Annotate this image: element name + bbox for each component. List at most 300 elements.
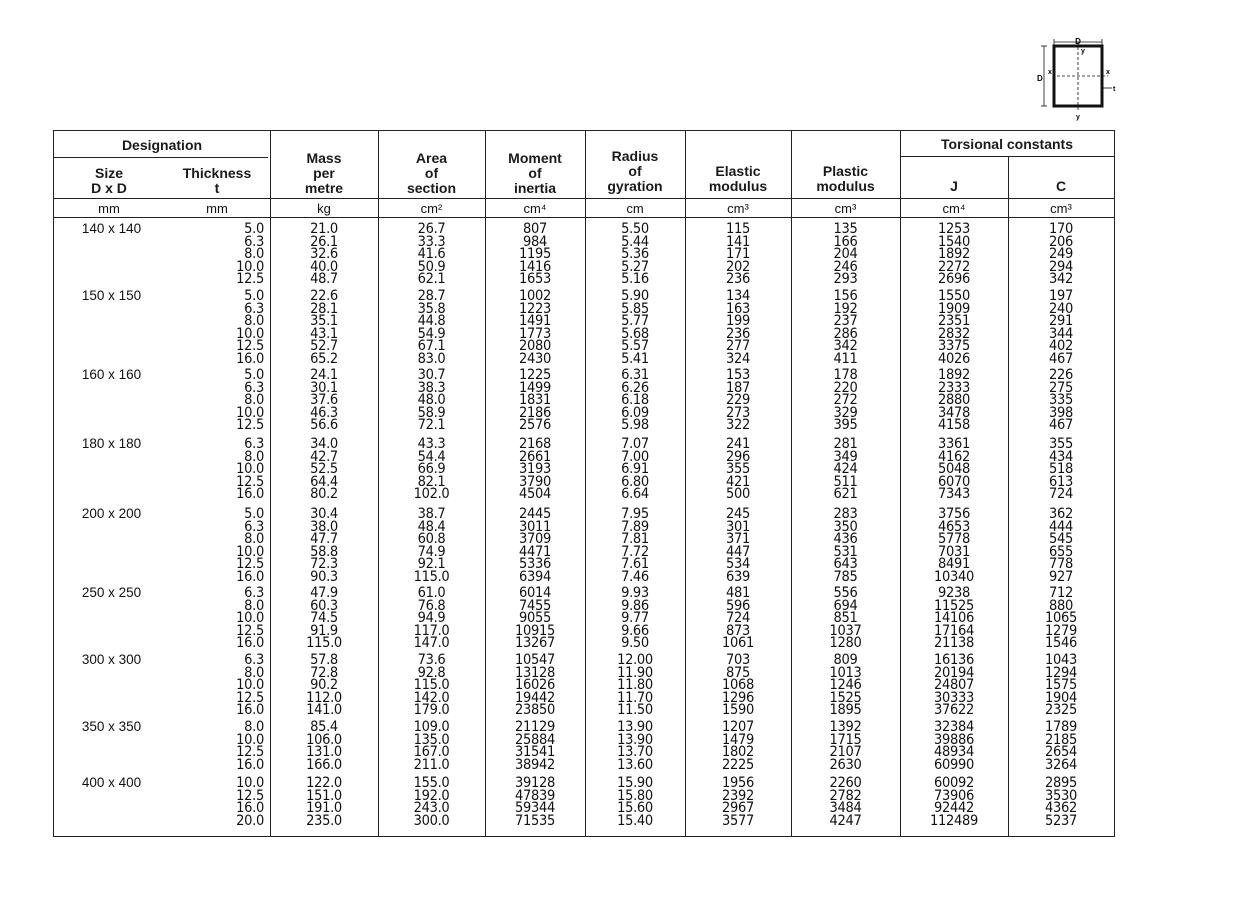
plastic-value: 1246	[829, 677, 862, 694]
moment-value: 47839	[515, 787, 555, 804]
thickness-value: 16.0	[236, 800, 264, 817]
radius-value: 7.95	[621, 506, 649, 522]
thickness-value: 12.5	[236, 744, 264, 761]
elastic-value: 236	[726, 325, 750, 342]
elastic-value: 534	[726, 556, 750, 573]
c-cell-group	[1008, 654, 1114, 717]
thickness-value: 16.0	[236, 702, 264, 719]
radius-value: 6.31	[621, 367, 649, 383]
c-value: 249	[1049, 246, 1073, 263]
area-value: 76.8	[417, 597, 446, 614]
moment-value: 3193	[519, 461, 551, 478]
j-value: 9238	[938, 585, 970, 601]
area-value: 54.4	[417, 448, 446, 465]
c-value: 240	[1049, 300, 1073, 317]
c-value: 613	[1049, 473, 1073, 490]
header-mass-2: per	[313, 165, 335, 181]
j-cell-group	[900, 223, 1008, 286]
c-value: 2895	[1045, 775, 1077, 791]
thickness-value: 6.3	[244, 652, 264, 668]
j-value: 24807	[934, 677, 974, 694]
elastic-value: 1068	[722, 677, 754, 694]
mass-cell-group	[270, 587, 378, 650]
mass-value: 85.4	[310, 719, 338, 735]
unit-plastic: cm³	[834, 201, 857, 216]
moment-value: 1223	[519, 300, 551, 317]
header-plastic-2: modulus	[816, 178, 875, 194]
thickness-cell-group	[204, 721, 264, 771]
header-size-sub: D x D	[91, 180, 127, 196]
moment-value: 38942	[515, 756, 555, 773]
radius-value: 13.60	[617, 756, 653, 773]
area-value: 92.8	[417, 664, 446, 681]
size-label: 140 x 140	[81, 221, 142, 236]
moment-cell-group	[485, 587, 585, 650]
plastic-value: 621	[833, 486, 858, 503]
moment-value: 1002	[519, 288, 551, 304]
c-value: 2654	[1045, 744, 1077, 761]
elastic-value: 1590	[722, 702, 754, 719]
moment-value: 9055	[519, 610, 551, 627]
elastic-value: 134	[726, 288, 750, 304]
area-value: 82.1	[417, 473, 446, 490]
moment-value: 25884	[515, 731, 555, 748]
area-value: 115.0	[413, 677, 450, 694]
moment-value: 2080	[519, 338, 551, 355]
thickness-value: 5.0	[244, 288, 264, 304]
moment-value: 2576	[519, 417, 551, 434]
c-value: 342	[1049, 271, 1073, 288]
j-value: 112489	[930, 812, 978, 829]
j-cell-group	[900, 369, 1008, 432]
elastic-cell-group	[685, 438, 791, 501]
j-value: 3361	[938, 436, 970, 452]
thickness-value: 10.0	[236, 461, 264, 478]
thickness-value: 20.0	[236, 812, 264, 829]
area-value: 54.9	[417, 325, 446, 342]
c-cell-group	[1008, 290, 1114, 366]
c-value: 724	[1049, 486, 1073, 503]
elastic-value: 639	[726, 568, 750, 585]
area-value: 48.4	[417, 518, 446, 535]
c-value: 2325	[1045, 702, 1077, 719]
moment-value: 59344	[515, 800, 555, 817]
elastic-value: 236	[726, 271, 750, 288]
j-value: 39886	[934, 731, 974, 748]
mass-value: 122.0	[306, 775, 342, 791]
moment-value: 1225	[519, 367, 551, 383]
plastic-value: 178	[833, 367, 858, 383]
size-label: 200 x 200	[81, 506, 142, 521]
j-value: 3756	[938, 506, 970, 522]
plastic-value: 349	[833, 448, 858, 465]
mass-cell-group	[270, 290, 378, 366]
moment-value: 13267	[515, 635, 555, 652]
plastic-value: 785	[833, 568, 858, 585]
unit-c: cm³	[1050, 201, 1072, 216]
c-value: 778	[1049, 556, 1073, 573]
radius-cell-group	[585, 438, 685, 501]
thickness-value: 10.0	[236, 731, 264, 748]
thickness-value: 6.3	[244, 436, 264, 452]
plastic-value: 246	[833, 258, 858, 275]
section-properties-table	[53, 130, 1115, 837]
moment-value: 807	[523, 221, 547, 237]
mass-value: 141.0	[306, 702, 342, 719]
plastic-value: 329	[833, 404, 858, 421]
radius-value: 5.85	[621, 300, 649, 317]
thickness-value: 16.0	[236, 568, 264, 585]
thickness-value: 8.0	[244, 531, 264, 548]
plastic-value: 283	[833, 506, 858, 522]
area-value: 66.9	[417, 461, 446, 478]
j-cell-group	[900, 721, 1008, 771]
elastic-cell-group	[685, 721, 791, 771]
mass-value: 131.0	[306, 744, 342, 761]
c-value: 545	[1049, 531, 1073, 548]
c-value: 3264	[1045, 756, 1077, 773]
radius-cell-group	[585, 587, 685, 650]
c-value: 518	[1049, 461, 1073, 478]
mass-value: 72.8	[310, 664, 338, 681]
elastic-value: 447	[726, 543, 750, 560]
radius-value: 7.61	[621, 556, 649, 573]
plastic-value: 204	[833, 246, 858, 263]
unit-size: mm	[98, 201, 120, 216]
mass-value: 47.7	[310, 531, 338, 548]
moment-value: 1831	[519, 392, 551, 409]
moment-cell-group	[485, 369, 585, 432]
elastic-value: 322	[726, 417, 750, 434]
elastic-value: 296	[726, 448, 750, 465]
plastic-cell-group	[791, 587, 900, 650]
mass-value: 57.8	[310, 652, 338, 668]
mass-value: 30.1	[310, 379, 338, 396]
j-value: 2832	[938, 325, 970, 342]
plastic-value: 851	[833, 610, 858, 627]
radius-value: 9.86	[621, 597, 649, 614]
c-value: 226	[1049, 367, 1073, 383]
thickness-value: 16.0	[236, 635, 264, 652]
header-area-3: section	[406, 180, 456, 196]
elastic-cell-group	[685, 290, 791, 366]
c-value: 880	[1049, 597, 1073, 614]
j-value: 2333	[938, 379, 970, 396]
mass-cell-group	[270, 369, 378, 432]
elastic-value: 229	[726, 392, 750, 409]
thickness-cell-group	[204, 654, 264, 717]
thickness-value: 5.0	[244, 506, 264, 522]
c-value: 344	[1049, 325, 1073, 342]
header-thickness-sub: t	[214, 180, 220, 196]
radius-value: 11.50	[617, 702, 653, 719]
elastic-value: 171	[726, 246, 750, 263]
mass-value: 21.0	[310, 221, 338, 237]
plastic-value: 1715	[829, 731, 862, 748]
mass-cell-group	[270, 654, 378, 717]
mass-value: 235.0	[306, 812, 342, 829]
plastic-value: 2107	[829, 744, 862, 761]
thickness-value: 16.0	[236, 486, 264, 503]
mass-value: 58.8	[310, 543, 338, 560]
size-label: 300 x 300	[81, 652, 142, 667]
area-value: 179.0	[413, 702, 450, 719]
thickness-cell-group	[204, 369, 264, 432]
area-value: 135.0	[413, 731, 450, 748]
plastic-value: 4247	[829, 812, 862, 829]
elastic-value: 199	[726, 313, 750, 330]
plastic-cell-group	[791, 290, 900, 366]
c-value: 1065	[1045, 610, 1077, 627]
c-value: 1546	[1045, 635, 1077, 652]
j-value: 2880	[938, 392, 970, 409]
radius-value: 7.81	[621, 531, 649, 548]
radius-value: 5.44	[621, 233, 649, 250]
moment-value: 16026	[515, 677, 555, 694]
plastic-value: 694	[833, 597, 858, 614]
area-value: 300.0	[413, 812, 450, 829]
c-value: 197	[1049, 288, 1073, 304]
diagram-label-y-bottom: y	[1076, 114, 1080, 121]
radius-value: 13.90	[617, 731, 653, 748]
c-value: 355	[1049, 436, 1073, 452]
elastic-value: 141	[726, 233, 750, 250]
unit-j: cm⁴	[942, 201, 966, 216]
radius-value: 5.77	[621, 313, 649, 330]
moment-value: 2168	[519, 436, 551, 452]
c-value: 1043	[1045, 652, 1077, 668]
mass-value: 52.7	[310, 338, 338, 355]
plastic-cell-group	[791, 369, 900, 432]
area-value: 109.0	[413, 719, 450, 735]
radius-cell-group	[585, 654, 685, 717]
plastic-value: 272	[833, 392, 858, 409]
mass-value: 191.0	[306, 800, 342, 817]
thickness-cell-group	[204, 223, 264, 286]
radius-value: 11.70	[617, 689, 653, 706]
moment-value: 4471	[519, 543, 551, 560]
header-radius-3: gyration	[607, 178, 663, 194]
thickness-value: 12.5	[236, 338, 264, 355]
diagram-label-y-top: y	[1081, 48, 1085, 55]
plastic-value: 1895	[829, 702, 862, 719]
diagram-label-x-right: x	[1106, 69, 1110, 76]
plastic-value: 1037	[829, 622, 862, 639]
moment-value: 1653	[519, 271, 551, 288]
area-value: 48.0	[417, 392, 446, 409]
elastic-value: 500	[726, 486, 750, 503]
j-value: 1892	[938, 246, 970, 263]
plastic-value: 2260	[829, 775, 862, 791]
area-value: 41.6	[417, 246, 446, 263]
moment-cell-group	[485, 654, 585, 717]
area-value: 38.7	[417, 506, 446, 522]
area-value: 60.8	[417, 531, 446, 548]
area-value: 44.8	[417, 313, 446, 330]
area-value: 73.6	[417, 652, 446, 668]
radius-value: 7.89	[621, 518, 649, 535]
header-designation: Designation	[121, 137, 203, 153]
area-value: 50.9	[417, 258, 446, 275]
c-value: 1575	[1045, 677, 1077, 694]
thickness-value: 10.0	[236, 258, 264, 275]
plastic-value: 156	[833, 288, 858, 304]
moment-value: 1499	[519, 379, 551, 396]
size-label: 180 x 180	[81, 436, 142, 451]
header-area-2: of	[424, 165, 439, 181]
j-cell-group	[900, 654, 1008, 717]
j-value: 30333	[934, 689, 974, 706]
moment-value: 31541	[515, 744, 555, 761]
radius-value: 13.90	[617, 719, 653, 735]
j-value: 2351	[938, 313, 970, 330]
thickness-cell-group	[204, 508, 264, 584]
unit-radius: cm	[626, 201, 644, 216]
j-value: 37622	[934, 702, 974, 719]
thickness-value: 6.3	[244, 300, 264, 317]
moment-value: 4504	[519, 486, 551, 503]
j-cell-group	[900, 777, 1008, 827]
j-value: 4026	[938, 350, 970, 367]
thickness-value: 10.0	[236, 775, 264, 791]
radius-value: 5.36	[621, 246, 649, 263]
radius-value: 15.90	[617, 775, 653, 791]
area-value: 26.7	[417, 221, 446, 237]
mass-value: 91.9	[310, 622, 338, 639]
j-value: 1540	[938, 233, 970, 250]
plastic-cell-group	[791, 654, 900, 717]
j-value: 7031	[938, 543, 970, 560]
radius-value: 6.26	[621, 379, 649, 396]
area-cell-group	[378, 587, 485, 650]
diagram-label-d-top: D	[1075, 37, 1081, 46]
radius-value: 5.57	[621, 338, 649, 355]
area-cell-group	[378, 508, 485, 584]
thickness-value: 16.0	[236, 756, 264, 773]
radius-value: 5.16	[621, 271, 649, 288]
radius-value: 9.77	[621, 610, 649, 627]
radius-value: 5.90	[621, 288, 649, 304]
mass-value: 42.7	[310, 448, 338, 465]
radius-value: 13.70	[617, 744, 653, 761]
area-value: 30.7	[417, 367, 446, 383]
moment-value: 3790	[519, 473, 551, 490]
j-value: 1253	[938, 221, 970, 237]
thickness-value: 10.0	[236, 325, 264, 342]
c-value: 467	[1049, 350, 1073, 367]
c-value: 1789	[1045, 719, 1077, 735]
moment-value: 2661	[519, 448, 551, 465]
plastic-value: 2630	[829, 756, 862, 773]
area-cell-group	[378, 654, 485, 717]
mass-value: 106.0	[306, 731, 342, 748]
elastic-value: 3577	[722, 812, 754, 829]
area-value: 28.7	[417, 288, 446, 304]
radius-cell-group	[585, 290, 685, 366]
moment-value: 71535	[515, 812, 555, 829]
area-value: 117.0	[413, 622, 450, 639]
header-mass-1: Mass	[306, 150, 342, 166]
j-value: 10340	[934, 568, 974, 585]
mass-value: 30.4	[310, 506, 338, 522]
elastic-value: 1479	[722, 731, 754, 748]
radius-value: 6.80	[621, 473, 649, 490]
diagram-label-x-left: x	[1048, 69, 1052, 76]
mass-value: 37.6	[310, 392, 338, 409]
moment-value: 23850	[515, 702, 555, 719]
moment-cell-group	[485, 223, 585, 286]
mass-value: 43.1	[310, 325, 338, 342]
header-area-1: Area	[415, 150, 448, 166]
j-value: 5778	[938, 531, 970, 548]
elastic-value: 875	[726, 664, 750, 681]
j-value: 4162	[938, 448, 970, 465]
radius-value: 15.80	[617, 787, 653, 804]
thickness-cell-group	[204, 587, 264, 650]
area-value: 43.3	[417, 436, 446, 452]
j-value: 7343	[938, 486, 970, 503]
area-value: 61.0	[417, 585, 446, 601]
plastic-value: 1392	[829, 719, 862, 735]
area-value: 38.3	[417, 379, 446, 396]
elastic-value: 1207	[722, 719, 754, 735]
c-value: 291	[1049, 313, 1073, 330]
moment-cell-group	[485, 777, 585, 827]
thickness-cell-group	[204, 438, 264, 501]
radius-value: 6.09	[621, 404, 649, 421]
thickness-value: 8.0	[244, 246, 264, 263]
area-value: 142.0	[413, 689, 450, 706]
size-label: 350 x 350	[81, 719, 142, 734]
area-value: 72.1	[417, 417, 446, 434]
thickness-value: 6.3	[244, 233, 264, 250]
thickness-value: 8.0	[244, 597, 264, 614]
radius-value: 9.66	[621, 622, 649, 639]
plastic-cell-group	[791, 777, 900, 827]
c-cell-group	[1008, 369, 1114, 432]
j-value: 73906	[934, 787, 974, 804]
thickness-value: 8.0	[244, 392, 264, 409]
j-value: 60092	[934, 775, 974, 791]
c-value: 444	[1049, 518, 1073, 535]
c-cell-group	[1008, 777, 1114, 827]
size-label: 150 x 150	[81, 288, 142, 303]
mass-value: 166.0	[306, 756, 342, 773]
mass-value: 26.1	[310, 233, 338, 250]
thickness-value: 12.5	[236, 473, 264, 490]
c-value: 170	[1049, 221, 1073, 237]
plastic-cell-group	[791, 508, 900, 584]
moment-value: 1491	[519, 313, 551, 330]
area-value: 92.1	[417, 556, 446, 573]
moment-value: 2186	[519, 404, 551, 421]
radius-value: 15.40	[617, 812, 653, 829]
plastic-cell-group	[791, 438, 900, 501]
thickness-value: 12.5	[236, 622, 264, 639]
thickness-value: 10.0	[236, 543, 264, 560]
plastic-value: 237	[833, 313, 858, 330]
area-value: 243.0	[413, 800, 450, 817]
mass-value: 24.1	[310, 367, 338, 383]
radius-value: 9.50	[621, 635, 649, 652]
c-value: 206	[1049, 233, 1073, 250]
size-label: 160 x 160	[81, 367, 142, 382]
elastic-value: 245	[726, 506, 750, 522]
header-mass-3: metre	[304, 180, 344, 196]
moment-value: 6394	[519, 568, 551, 585]
plastic-value: 411	[833, 350, 858, 367]
thickness-value: 5.0	[244, 221, 264, 237]
